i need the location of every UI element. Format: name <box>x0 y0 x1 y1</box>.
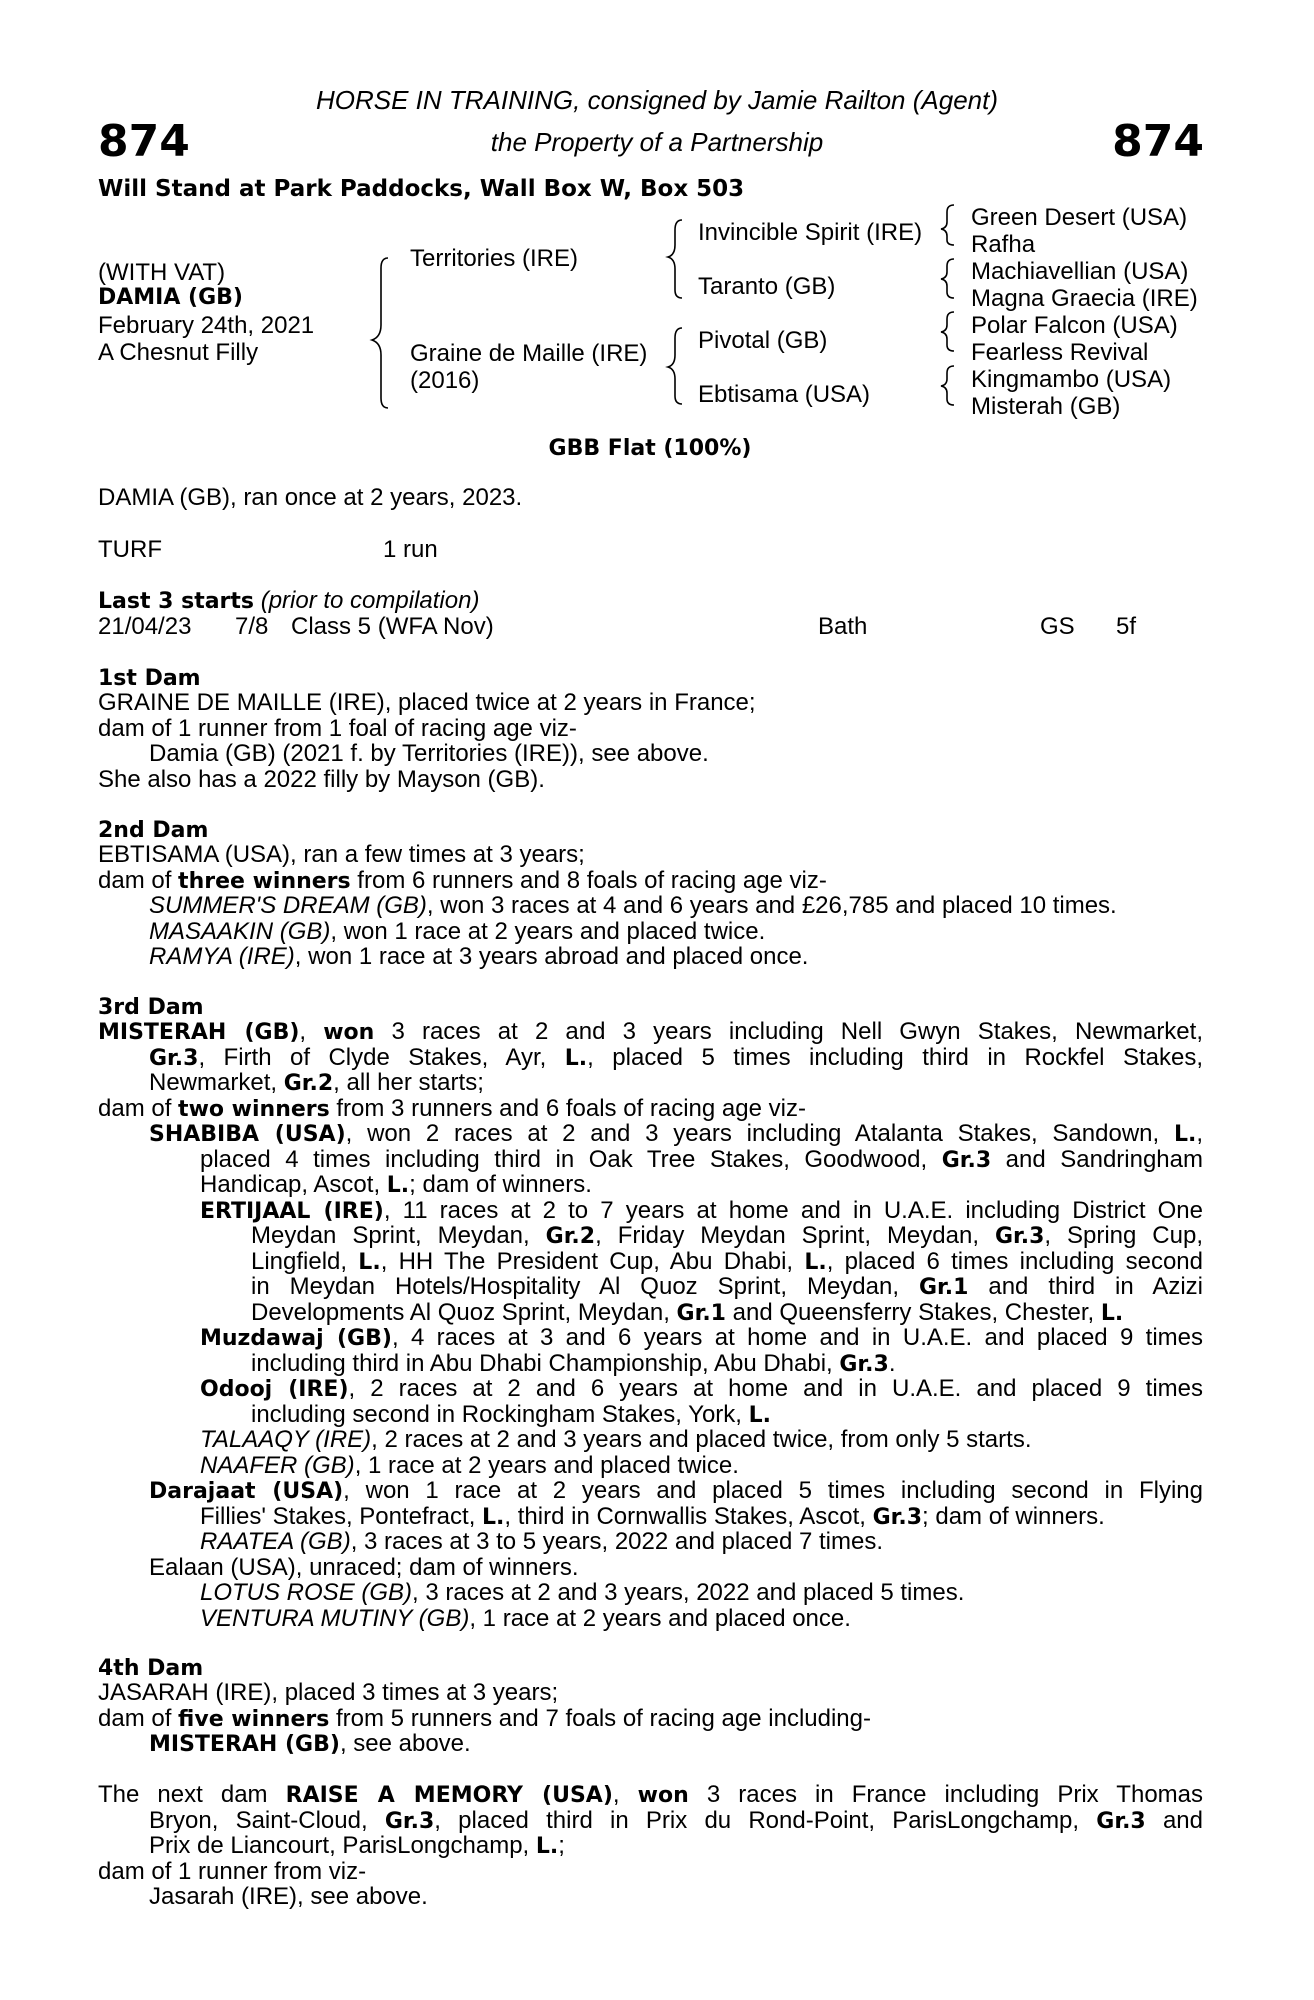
start-going: GS <box>1040 613 1075 640</box>
misterah-line-3: Newmarket, Gr.2, all her starts; <box>149 1069 484 1096</box>
ertijaal-line-1: ERTIJAAL (IRE), 11 races at 2 to 7 years at home and in U.A.E. including District One <box>200 1196 1204 1224</box>
second-dam-line-1: EBTISAMA (USA), ran a few times at 3 years; <box>98 841 585 868</box>
ggp-8: Misterah (GB) <box>971 393 1121 420</box>
dam: Graine de Maille (IRE) <box>410 340 648 367</box>
talaaqy-line: TALAAQY (IRE), 2 races at 2 and 3 years and placed twice, from only 5 starts. <box>200 1426 1032 1453</box>
first-dam-line-2: dam of 1 runner from 1 foal of racing age viz- <box>98 714 577 742</box>
third-dam-heading: 3rd Dam <box>98 995 204 1020</box>
last-starts-heading <box>98 588 479 614</box>
last-starts-note: (prior to compilation) <box>260 587 480 614</box>
ventura-mutiny-line: VENTURA MUTINY (GB), 1 race at 2 years and placed once. <box>200 1604 851 1632</box>
ggp-1: Green Desert (USA) <box>971 204 1188 231</box>
dam-dam: Ebtisama (USA) <box>698 381 871 408</box>
ertijaal-line-3: Lingfield, L., HH The President Cup, Abu Dhabi, L., placed 6 times including second <box>251 1247 1203 1275</box>
ertijaal-line-2: Meydan Sprint, Meydan, Gr.2, Friday Meydan Sprint, Meydan, Gr.3, Spring Cup, <box>251 1222 1203 1249</box>
race-summary: DAMIA (GB), ran once at 2 years, 2023. <box>98 484 523 511</box>
raatea-line: RAATEA (GB), 3 races at 3 to 5 years, 2022 and placed 7 times. <box>200 1528 883 1555</box>
misterah-line-2: Gr.3, Firth of Clyde Stakes, Ayr, L., placed 5 times including third in Rockfel Stakes, <box>149 1043 1203 1071</box>
shabiba-line-1: SHABIBA (USA), won 2 races at 2 and 3 years including Atalanta Stakes, Sandown, L., <box>149 1120 1203 1147</box>
misterah-line-1: MISTERAH (GB), won 3 races at 2 and 3 years including Nell Gwyn Stakes, Newmarket, <box>98 1018 1203 1045</box>
second-dam-offspring-1: SUMMER'S DREAM (GB), won 3 races at 4 and 6 years and £26,785 and placed 10 times. <box>149 892 1117 919</box>
second-dam-heading: 2nd Dam <box>98 818 209 843</box>
consignor-line: HORSE IN TRAINING, consigned by Jamie Railton (Agent) <box>315 85 999 115</box>
ggp-5: Polar Falcon (USA) <box>971 312 1178 339</box>
next-dam-line-4: dam of 1 runner from viz- <box>98 1857 367 1885</box>
next-dam-line-2: Bryon, Saint-Cloud, Gr.3, placed third in Prix du Rond-Point, ParisLongchamp, Gr.3 and <box>149 1806 1203 1834</box>
lotus-rose-line: LOTUS ROSE (GB), 3 races at 2 and 3 years, 2022 and placed 5 times. <box>200 1579 965 1606</box>
fourth-dam-heading: 4th Dam <box>98 1656 204 1681</box>
darajaat-line-1: Darajaat (USA), won 1 race at 2 years and placed 5 times including second in Flying <box>149 1477 1203 1504</box>
first-dam-line-1: GRAINE DE MAILLE (IRE), placed twice at 2 years in France; <box>98 689 756 716</box>
start-class: Class 5 (WFA Nov) <box>291 613 494 640</box>
misterah-produce: dam of two winners from 3 runners and 6 foals of racing age viz- <box>98 1094 806 1122</box>
foaling-date: February 24th, 2021 <box>98 312 315 339</box>
second-dam-offspring-3: RAMYA (IRE), won 1 race at 3 years abroad and placed once. <box>149 943 809 970</box>
muzdawaj-line-1: Muzdawaj (GB), 4 races at 3 and 6 years at home and in U.A.E. and placed 9 times <box>200 1324 1203 1351</box>
ggp-7: Kingmambo (USA) <box>971 366 1172 393</box>
property-line: the Property of a Partnership <box>490 127 824 157</box>
rating: GBB Flat (100%) <box>548 436 752 461</box>
start-date: 21/04/23 <box>98 613 192 640</box>
shabiba-line-3: Handicap, Ascot, L.; dam of winners. <box>200 1171 592 1198</box>
ggp-3: Machiavellian (USA) <box>971 258 1189 285</box>
ggp-4: Magna Graecia (IRE) <box>971 285 1198 312</box>
muzdawaj-line-2: including third in Abu Dhabi Championship, Abu Dhabi, Gr.3. <box>251 1349 896 1377</box>
dam-sire: Pivotal (GB) <box>698 327 828 354</box>
next-dam-line-1: The next dam RAISE A MEMORY (USA), won 3 races in France including Prix Thomas <box>98 1781 1204 1808</box>
fourth-dam-offspring-1: MISTERAH (GB), see above. <box>149 1730 471 1757</box>
ggp-6: Fearless Revival <box>971 339 1149 366</box>
first-dam-line-3: Damia (GB) (2021 f. by Territories (IRE)), see above. <box>149 740 709 767</box>
odooj-line-1: Odooj (IRE), 2 races at 2 and 6 years at home and in U.A.E. and placed 9 times <box>200 1375 1203 1402</box>
lot-number-right: 874 <box>1112 116 1204 167</box>
sire-sire: Invincible Spirit (IRE) <box>698 219 923 246</box>
last-starts-label: Last 3 starts <box>98 589 255 614</box>
naafer-line: NAAFER (GB), 1 race at 2 years and placed twice. <box>200 1451 739 1479</box>
fourth-dam-line-2: dam of five winners from 5 runners and 7 foals of racing age including- <box>98 1704 871 1732</box>
first-dam-line-4: She also has a 2022 filly by Mayson (GB). <box>98 765 545 793</box>
vat-note: (WITH VAT) <box>98 259 226 286</box>
ggp-2: Rafha <box>971 231 1036 258</box>
start-course: Bath <box>818 613 868 640</box>
sire: Territories (IRE) <box>410 245 579 272</box>
start-distance: 5f <box>1116 613 1137 640</box>
ertijaal-line-4: in Meydan Hotels/Hospitality Al Quoz Sprint, Meydan, Gr.1 and third in Azizi <box>251 1273 1203 1300</box>
horse-description: A Chesnut Filly <box>98 339 259 366</box>
ertijaal-line-5: Developments Al Quoz Sprint, Meydan, Gr.1 and Queensferry Stakes, Chester, L. <box>251 1298 1124 1326</box>
surface: TURF <box>98 536 162 563</box>
second-dam-offspring-2: MASAAKIN (GB), won 1 race at 2 years and placed twice. <box>149 917 766 945</box>
first-dam-heading: 1st Dam <box>98 666 201 691</box>
lot-number-left: 874 <box>98 116 190 167</box>
horse-name: DAMIA (GB) <box>98 285 243 310</box>
start-position: 7/8 <box>235 613 269 640</box>
next-dam-line-5: Jasarah (IRE), see above. <box>149 1883 428 1910</box>
fourth-dam-line-1: JASARAH (IRE), placed 3 times at 3 years; <box>98 1679 559 1706</box>
second-dam-line-2: dam of three winners from 6 runners and 8 foals of racing age viz- <box>98 866 827 894</box>
dam-year: (2016) <box>410 367 480 394</box>
runs: 1 run <box>383 536 438 563</box>
shabiba-line-2: placed 4 times including third in Oak Tree Stakes, Goodwood, Gr.3 and Sandringham <box>200 1145 1203 1173</box>
ealaan-line: Ealaan (USA), unraced; dam of winners. <box>149 1553 579 1581</box>
odooj-line-2: including second in Rockingham Stakes, York, L. <box>251 1400 772 1428</box>
stand-location: Will Stand at Park Paddocks, Wall Box W, Box 503 <box>98 176 745 202</box>
darajaat-line-2: Fillies' Stakes, Pontefract, L., third in Cornwallis Stakes, Ascot, Gr.3; dam of winners. <box>200 1502 1105 1530</box>
next-dam-line-3: Prix de Liancourt, ParisLongchamp, L.; <box>149 1832 565 1859</box>
sire-dam: Taranto (GB) <box>698 273 836 300</box>
